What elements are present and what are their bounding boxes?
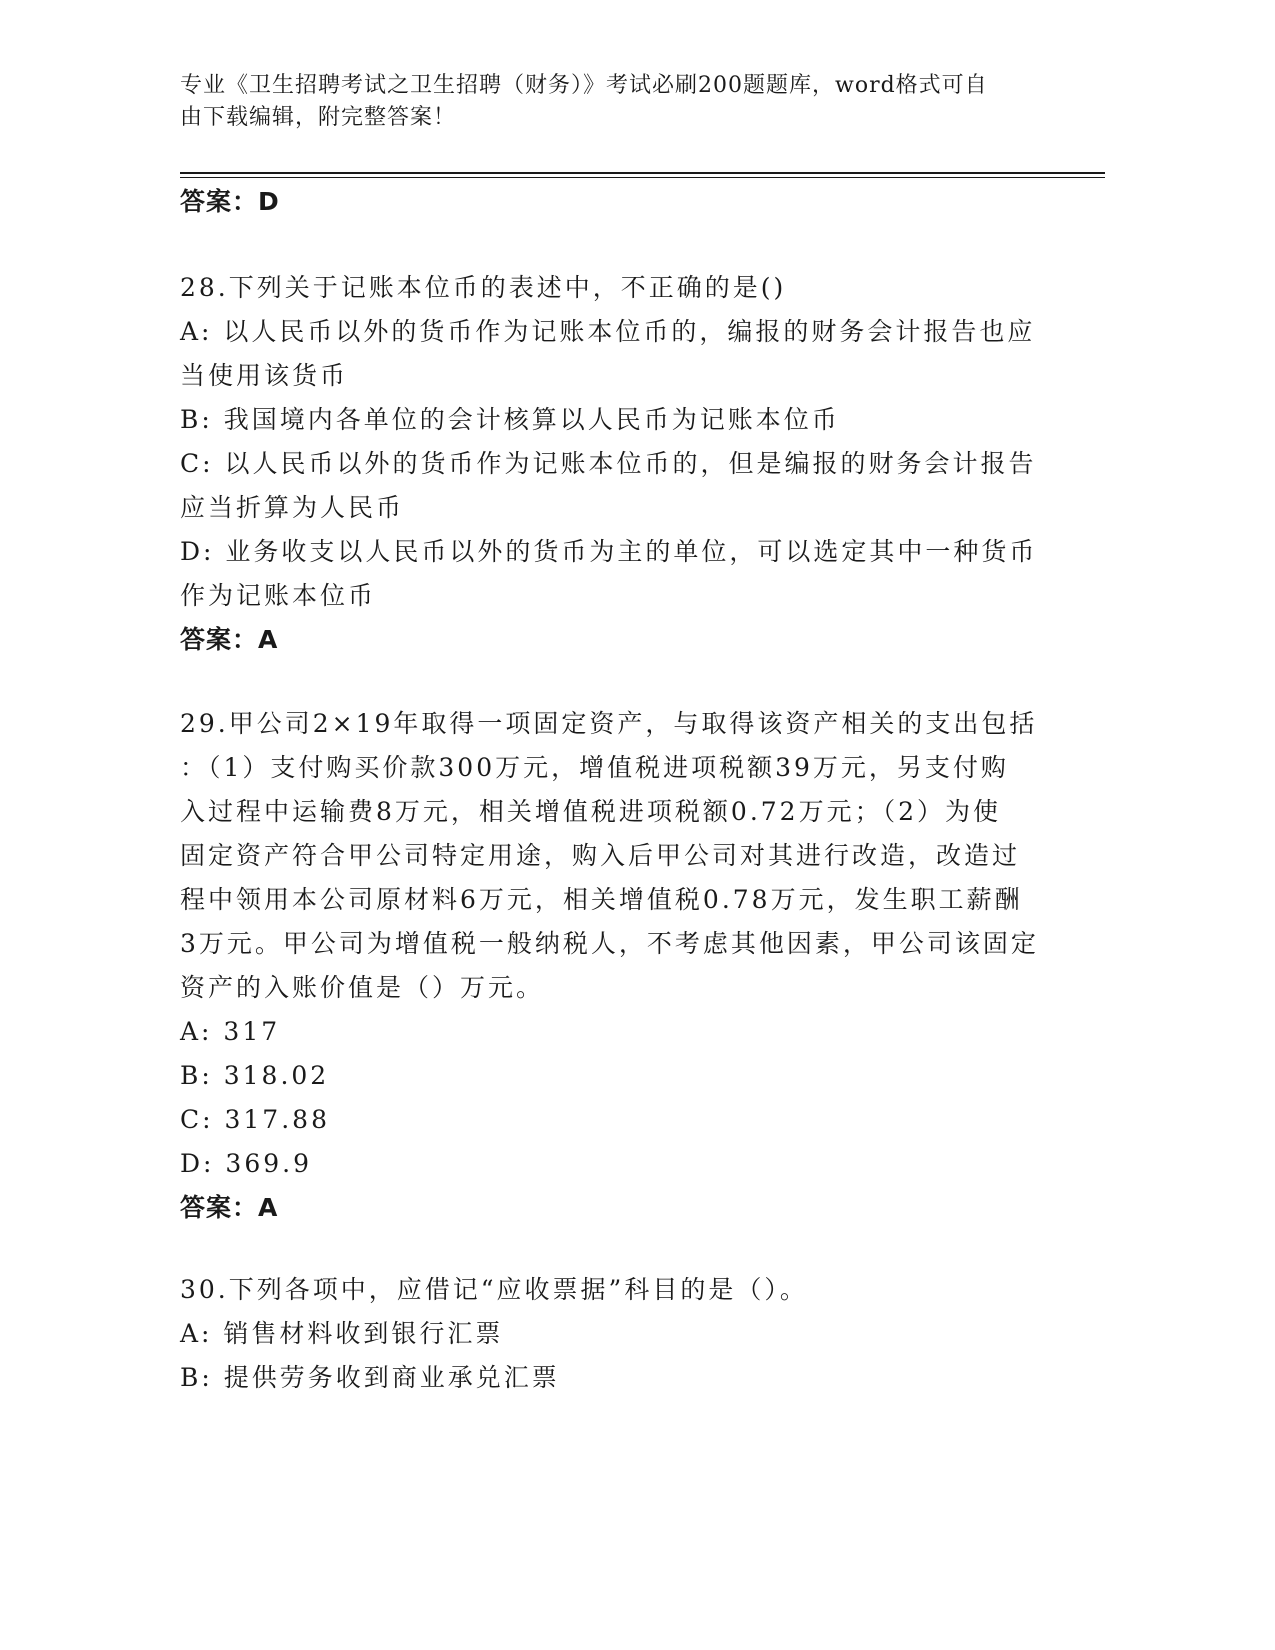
question-28-stem: 28.下列关于记账本位币的表述中，不正确的是() (180, 273, 787, 302)
question-28-option-c-line1: C: 以人民币以外的货币作为记账本位币的，但是编报的财务会计报告 (180, 449, 1037, 478)
question-29-stem-line1: 29.甲公司2×19年取得一项固定资产，与取得该资产相关的支出包括 (180, 709, 1038, 738)
question-29-answer: 答案：A (180, 1193, 279, 1222)
answer-27: 答案：D (180, 187, 280, 216)
question-28-option-b: B: 我国境内各单位的会计核算以人民币为记账本位币 (180, 405, 840, 434)
question-28-option-a-line2: 当使用该货币 (180, 361, 349, 390)
question-28-option-c-line2: 应当折算为人民币 (180, 493, 405, 522)
question-29-stem-line6: 3万元。甲公司为增值税一般纳税人，不考虑其他因素，甲公司该固定 (180, 929, 1039, 958)
question-28-option-a-line1: A: 以人民币以外的货币作为记账本位币的，编报的财务会计报告也应 (180, 317, 1036, 346)
question-29 (180, 702, 1040, 1230)
header-divider-thin (180, 177, 1105, 178)
question-28-option-d-line2: 作为记账本位币 (180, 581, 377, 610)
question-29-option-a: A: 317 (180, 1017, 281, 1046)
document-header (180, 70, 1080, 134)
question-30-option-b: B: 提供劳务收到商业承兑汇票 (180, 1363, 560, 1392)
question-29-stem-line4: 固定资产符合甲公司特定用途，购入后甲公司对其进行改造，改造过 (180, 841, 1021, 870)
question-29-stem-line3: 入过程中运输费8万元，相关增值税进项税额0.72万元；（2）为使 (180, 797, 1001, 826)
header-line-2: 由下载编辑，附完整答案！ (180, 105, 457, 130)
question-29-stem-line2: ：（1）支付购买价款300万元，增值税进项税额39万元，另支付购 (180, 753, 1009, 782)
question-29-stem-line5: 程中领用本公司原材料6万元，相关增值税0.78万元，发生职工薪酬 (180, 885, 1023, 914)
question-28-option-d-line1: D: 业务收支以人民币以外的货币为主的单位，可以选定其中一种货币 (180, 537, 1038, 566)
question-29-option-d: D: 369.9 (180, 1149, 312, 1178)
question-30-stem: 30.下列各项中，应借记“应收票据”科目的是（）。 (180, 1275, 808, 1304)
question-28 (180, 266, 1040, 662)
header-divider-thick (180, 172, 1105, 174)
question-30 (180, 1268, 1040, 1400)
question-29-option-b: B: 318.02 (180, 1061, 330, 1090)
question-29-stem-line7: 资产的入账价值是（）万元。 (180, 973, 545, 1002)
question-28-answer: 答案：A (180, 625, 279, 654)
question-29-option-c: C: 317.88 (180, 1105, 330, 1134)
header-line-1: 专业《卫生招聘考试之卫生招聘（财务）》考试必刷200题题库，word格式可自 (180, 73, 988, 98)
question-30-option-a: A: 销售材料收到银行汇票 (180, 1319, 504, 1348)
